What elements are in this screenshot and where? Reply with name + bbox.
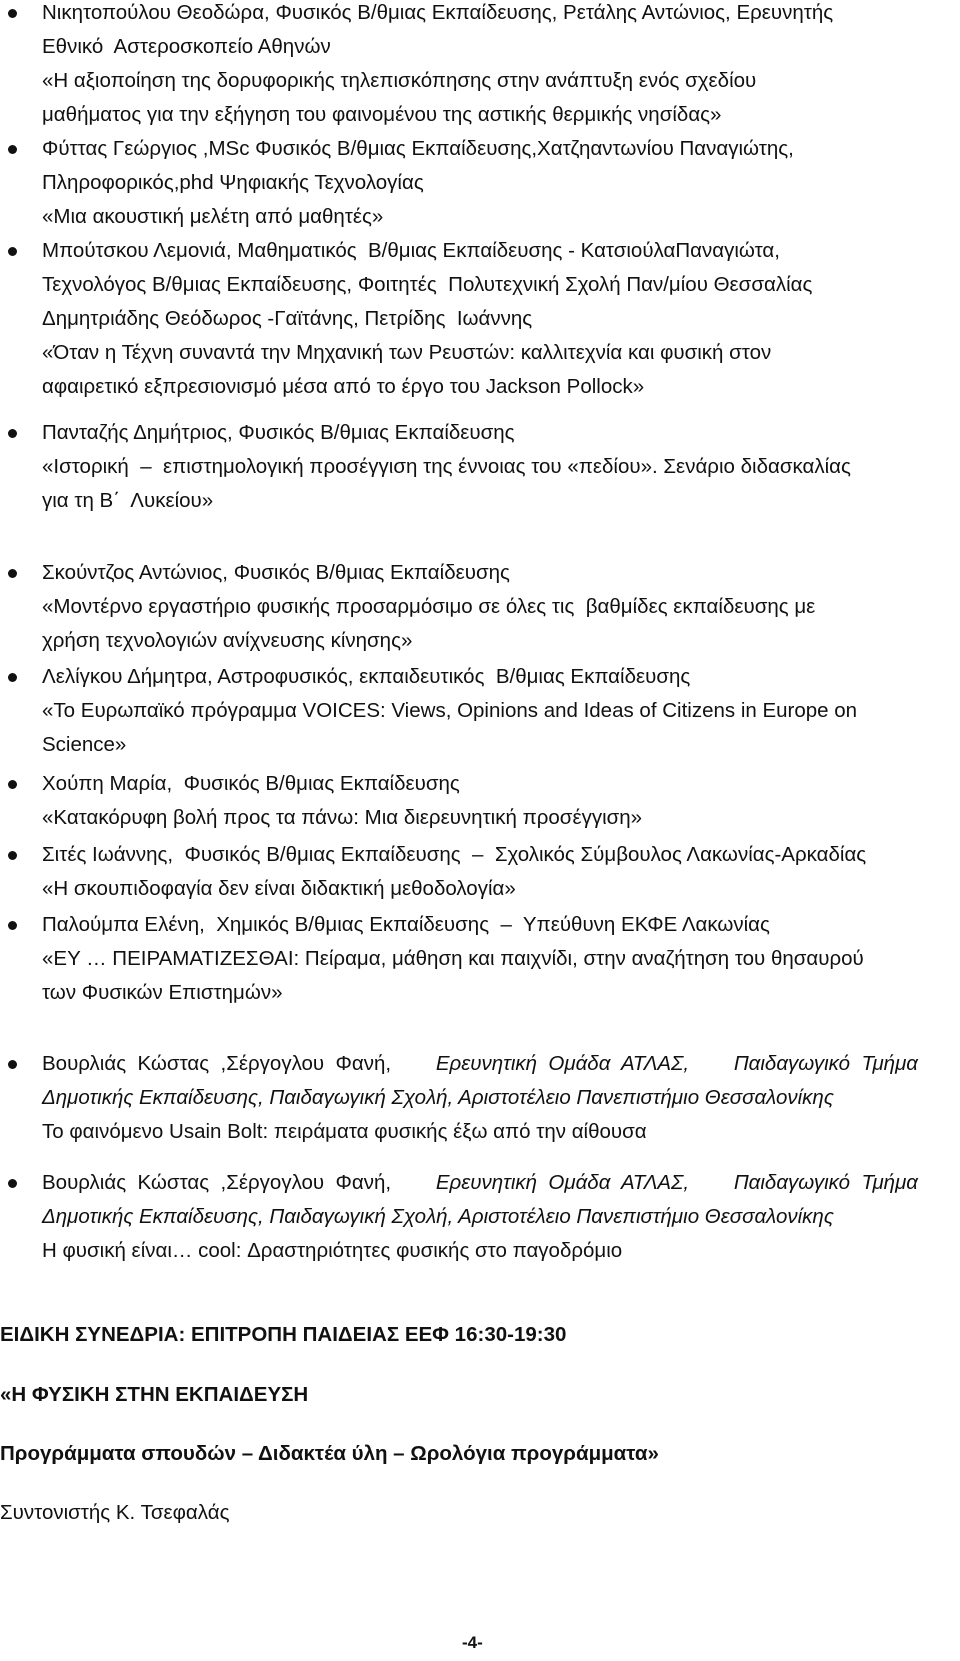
entry-text: [42, 767, 922, 835]
entry-research-group: Ερευνητική Ομάδα ΑΤΛΑΣ,: [435, 1052, 690, 1075]
session-topic: Προγράμματα σπουδών – Διδακτέα ύλη – Ωρολόγια προγράμματα»: [0, 1442, 659, 1465]
entry-text: [42, 660, 922, 762]
entry-text: [42, 132, 922, 234]
entry-line: Σκούντζος Αντώνιος, Φυσικός Β/θμιας Εκπαίδευσης: [42, 561, 510, 584]
bullet-icon: [8, 1060, 17, 1069]
session-coordinator: Συντονιστής Κ. Τσεφαλάς: [0, 1501, 230, 1524]
session-subtitle: «Η ΦΥΣΙΚΗ ΣΤΗΝ ΕΚΠΑΙΔΕΥΣΗ: [0, 1383, 309, 1406]
entry-line: «Η σκουπιδοφαγία δεν είναι διδακτική μεθοδολογία»: [42, 877, 516, 900]
entry-line: Δημητριάδης Θεόδωρος -Γαϊτάνης, Πετρίδης Ιωάννης: [42, 307, 533, 330]
entry-line: Λελίγκου Δήμητρα, Αστροφυσικός, εκπαιδευτικός Β/θμιας Εκπαίδευσης: [42, 665, 691, 688]
entry-text: [42, 556, 922, 658]
page-number: -4-: [462, 1633, 483, 1652]
session-heading: ΕΙΔΙΚΗ ΣΥΝΕΔΡΙΑ: ΕΠΙΤΡΟΠΗ ΠΑΙΔΕΙΑΣ ΕΕΦ 16:30-19:30: [0, 1323, 567, 1346]
entry-line: Σιτές Ιωάννης, Φυσικός Β/θμιας Εκπαίδευσης – Σχολικός Σύμβουλος Λακωνίας-Αρκαδίας: [42, 843, 867, 866]
bullet-icon: [8, 921, 17, 930]
entry-text: [42, 838, 922, 906]
entry-authors: Βουρλιάς Κώστας ,Σέργογλου Φανή,: [42, 1052, 392, 1075]
entry-text: [42, 908, 922, 1010]
entry-authors: Βουρλιάς Κώστας ,Σέργογλου Φανή,: [42, 1171, 392, 1194]
entry-affiliation: Δημοτικής Εκπαίδευσης, Παιδαγωγική Σχολή, Αριστοτέλειο Πανεπιστήμιο Θεσσαλονίκης: [42, 1086, 834, 1109]
entry-line: για τη Β΄ Λυκείου»: [42, 489, 214, 512]
entry-text: [42, 0, 922, 132]
entry-line: Εθνικό Αστεροσκοπείο Αθηνών: [42, 35, 331, 58]
bullet-icon: [8, 569, 17, 578]
entry-text: [42, 234, 922, 404]
entry-line: «Κατακόρυφη βολή προς τα πάνω: Μια διερευνητική προσέγγιση»: [42, 806, 643, 829]
entry-line: χρήση τεχνολογιών ανίχνευσης κίνησης»: [42, 629, 413, 652]
entry-research-group: Ερευνητική Ομάδα ΑΤΛΑΣ,: [435, 1171, 690, 1194]
entry-title: Το φαινόμενο Usain Bolt: πειράματα φυσικής έξω από την αίθουσα: [42, 1120, 647, 1143]
entry-affiliation-line: [42, 1166, 918, 1200]
entry-line: «Το Ευρωπαϊκό πρόγραμμα VOICES: Views, Opinions and Ideas of Citizens in Europe on: [42, 699, 858, 722]
entry-text: [42, 1047, 922, 1149]
entry-line: των Φυσικών Επιστημών»: [42, 981, 283, 1004]
bullet-icon: [8, 780, 17, 789]
entry-line: «Όταν η Τέχνη συναντά την Μηχανική των Ρευστών: καλλιτεχνία και φυσική στον: [42, 341, 772, 364]
entry-text: [42, 1166, 922, 1268]
bullet-icon: [8, 673, 17, 682]
entry-line: Χούπη Μαρία, Φυσικός Β/θμιας Εκπαίδευσης: [42, 772, 460, 795]
entry-line: Πανταζής Δημήτριος, Φυσικός Β/θμιας Εκπαίδευσης: [42, 421, 515, 444]
entry-line: «Ιστορική – επιστημολογική προσέγγιση της έννοιας του «πεδίου». Σενάριο διδασκαλίας: [42, 455, 851, 478]
entry-text: [42, 416, 922, 518]
entry-line: «ΕΥ … ΠΕΙΡΑΜΑΤΙΖΕΣΘΑΙ: Πείραμα, μάθηση και παιχνίδι, στην αναζήτηση του θησαυρού: [42, 947, 864, 970]
entry-department: Παιδαγωγικό Τμήμα: [733, 1052, 918, 1075]
entry-line: αφαιρετικό εξπρεσιονισμό μέσα από το έργο του Jackson Pollock»: [42, 375, 645, 398]
bullet-icon: [8, 9, 17, 18]
entry-line: «Μοντέρνο εργαστήριο φυσικής προσαρμόσιμο σε όλες τις βαθμίδες εκπαίδευσης με: [42, 595, 816, 618]
bullet-icon: [8, 1179, 17, 1188]
entry-title: Η φυσική είναι… cool: Δραστηριότητες φυσικής στο παγοδρόμιο: [42, 1239, 623, 1262]
entry-line: Πληροφορικός,phd Ψηφιακής Τεχνολογίας: [42, 171, 424, 194]
entry-line: «Μια ακουστική μελέτη από μαθητές»: [42, 205, 384, 228]
entry-department: Παιδαγωγικό Τμήμα: [733, 1171, 918, 1194]
entry-line: Τεχνολόγος Β/θμιας Εκπαίδευσης, Φοιτητές Πολυτεχνική Σχολή Παν/μίου Θεσσαλίας: [42, 273, 813, 296]
entry-affiliation: Δημοτικής Εκπαίδευσης, Παιδαγωγική Σχολή, Αριστοτέλειο Πανεπιστήμιο Θεσσαλονίκης: [42, 1205, 834, 1228]
entry-line: Παλούμπα Ελένη, Χημικός Β/θμιας Εκπαίδευσης – Υπεύθυνη ΕΚΦΕ Λακωνίας: [42, 913, 770, 936]
bullet-icon: [8, 429, 17, 438]
entry-affiliation-line: [42, 1047, 918, 1081]
bullet-icon: [8, 247, 17, 256]
entry-line: μαθήματος για την εξήγηση του φαινομένου της αστικής θερμικής νησίδας»: [42, 103, 722, 126]
entry-line: Science»: [42, 733, 127, 756]
entry-line: «Η αξιοποίηση της δορυφορικής τηλεπισκόπησης στην ανάπτυξη ενός σχεδίου: [42, 69, 757, 92]
bullet-icon: [8, 145, 17, 154]
entry-line: Μπούτσκου Λεμονιά, Μαθηματικός Β/θμιας Εκπαίδευσης - ΚατσιούλαΠαναγιώτα,: [42, 239, 780, 262]
entry-line: Φύττας Γεώργιος ,MSc Φυσικός Β/θμιας Εκπαίδευσης,Χατζηαντωνίου Παναγιώτης,: [42, 137, 794, 160]
entry-line: Νικητοπούλου Θεοδώρα, Φυσικός Β/θμιας Εκπαίδευσης, Ρετάλης Αντώνιος, Ερευνητής: [42, 1, 834, 24]
bullet-icon: [8, 851, 17, 860]
